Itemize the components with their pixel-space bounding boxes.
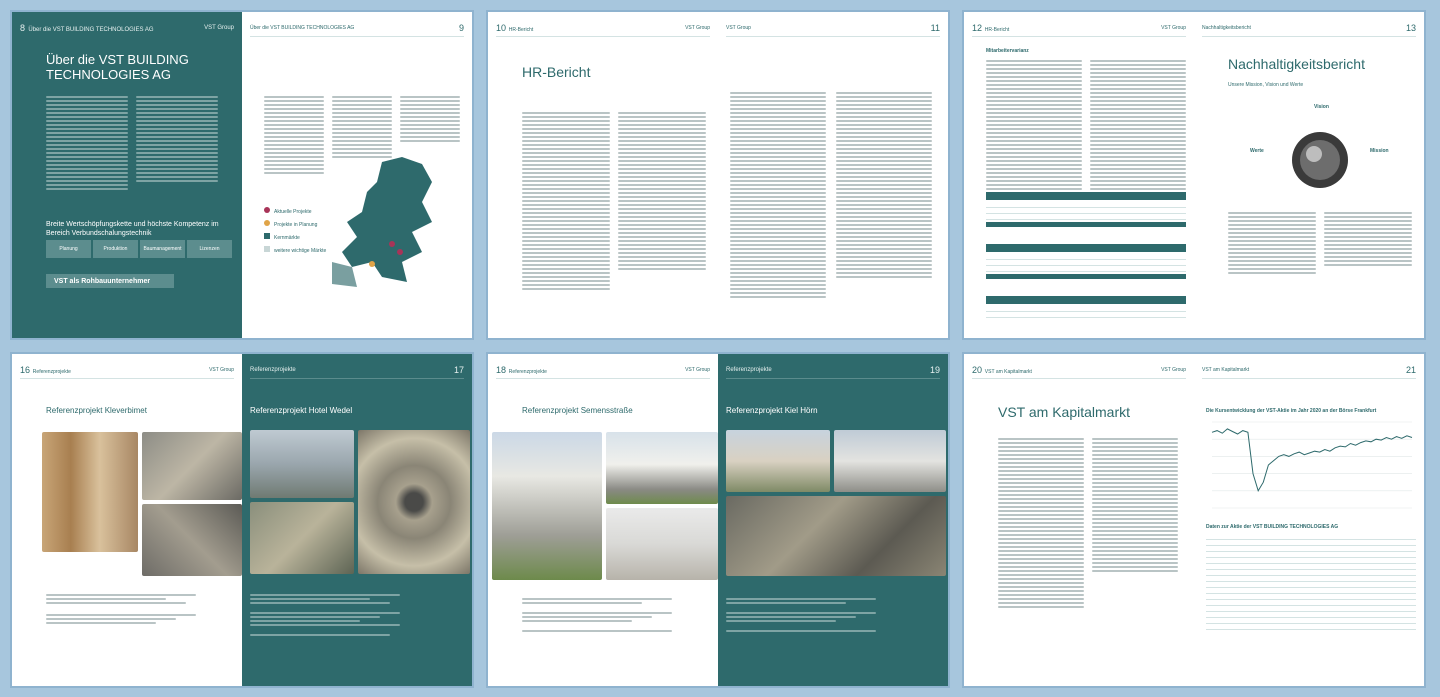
page-title: Referenzprojekt Kleverbimet [46,406,147,415]
running-header: HR-Bericht [508,27,534,33]
site-photo [726,496,946,576]
page-number: 12 [972,23,983,33]
text-column [998,438,1084,610]
page-number: 8 [20,23,26,33]
interior-photo [606,508,718,580]
page-title: Referenzprojekt Semensstraße [522,406,633,415]
page-subtitle: Unsere Mission, Vision und Werte [1228,82,1304,88]
spread-8-9[interactable] [10,10,474,340]
page-number: 17 [453,365,464,375]
page-11 [718,12,948,338]
europe-map [312,152,462,292]
page-title: Über die VST BUILDING TECHNOLOGIES AG [46,52,189,82]
share-data-table [1206,534,1416,630]
page-number: 11 [930,23,940,33]
running-header: VST Group [726,25,751,31]
page-title: Referenzprojekt Hotel Wedel [250,406,353,415]
data-table-1 [986,192,1186,229]
spread-18-19[interactable] [486,352,950,688]
text-column-3 [400,96,460,144]
project-facts [46,594,196,626]
brand-label: VST Group [1161,25,1186,31]
page-20 [964,354,1194,686]
step-planung: Planung [46,240,91,258]
section-heading: Mitarbeitervarianz [986,48,1029,54]
page-8 [12,12,242,338]
running-header: Referenzprojekte [250,367,296,373]
text-column-2 [1324,212,1412,268]
running-header: VST am Kapitalmarkt [1202,367,1250,373]
werte-label: Werte [1250,148,1264,154]
section-subtitle: Breite Wertschöpfungskette und höchste Kompetenz im Bereich Verbundschalungstechnik [46,221,219,237]
page-17 [242,354,472,686]
project-facts [250,594,400,638]
brand-label: VST Group [204,25,234,31]
spread-16-17[interactable] [10,352,474,688]
step-lizenzen: Lizenzen [187,240,232,258]
mission-label: Mission [1370,148,1389,154]
running-header: Referenzprojekte [32,369,71,375]
text-column-2 [836,92,932,280]
spread-12-13[interactable] [962,10,1426,340]
globe-icon [1290,130,1350,190]
page-16 [12,354,242,686]
page-9 [242,12,472,338]
running-header: VST am Kapitalmarkt [984,369,1032,375]
construction-photo-1 [142,432,242,500]
apartment-photo-1 [492,432,602,580]
brand-label: VST Group [1161,367,1186,373]
page-18 [488,354,718,686]
value-chain [46,240,232,258]
step-produktion: Produktion [93,240,138,258]
running-header: Referenzprojekte [726,367,772,373]
highlight-badge: VST als Rohbauunternehmer [46,274,174,288]
data-table-2 [986,244,1186,281]
page-number: 18 [496,365,507,375]
brand-label: VST Group [685,25,710,31]
price-series-line [1212,429,1412,491]
brand-label: VST Group [685,367,710,373]
running-header: Referenzprojekte [508,369,547,375]
page-title: Referenzprojekt Kiel Hörn [726,406,818,415]
residential-photo [726,430,830,492]
page-number: 9 [458,23,464,33]
project-facts [522,598,672,634]
page-number: 19 [929,365,940,375]
site-photo [250,502,354,574]
page-10 [488,12,718,338]
project-facts [726,598,876,634]
apartment-photo-2 [606,432,718,504]
running-header: Über die VST BUILDING TECHNOLOGIES AG [28,27,154,33]
page-13 [1194,12,1424,338]
brand-label: VST Group [209,367,234,373]
page-title: HR-Bericht [522,64,591,80]
running-header: Über die VST BUILDING TECHNOLOGIES AG [250,25,355,31]
page-21 [1194,354,1424,686]
page-12 [964,12,1194,338]
page-number: 16 [20,365,31,375]
page-title: Nachhaltigkeitsbericht [1228,56,1365,72]
text-column-2 [1092,438,1178,574]
text-column-2 [618,112,706,272]
page-title: VST am Kapitalmarkt [998,404,1131,420]
building-photo [42,432,138,552]
data-table-3 [986,296,1186,318]
chart-title: Die Kursentwicklung der VST-Aktie im Jahr 2020 an der Börse Frankfurt [1206,408,1377,414]
text-column [522,112,610,292]
text-column [46,96,128,192]
page-number: 10 [496,23,507,33]
price-chart [1206,418,1416,518]
spread-10-11[interactable] [486,10,950,340]
formwork-photo [358,430,470,574]
page-19 [718,354,948,686]
running-header: HR-Bericht [984,27,1010,33]
step-baumanagement: Baumanagement [140,240,185,258]
text-column [730,92,826,300]
table-title: Daten zur Aktie der VST BUILDING TECHNOLOGIES AG [1206,524,1339,530]
hotel-photo [250,430,354,498]
text-column-2 [136,96,218,184]
vision-label: Vision [1314,104,1329,110]
page-number: 13 [1405,23,1416,33]
spread-20-21[interactable] [962,352,1426,688]
office-photo [834,430,946,492]
running-header: Nachhaltigkeitsbericht [1202,25,1251,31]
construction-photo-2 [142,504,242,576]
map-legend: Aktuelle Projekte Projekte in Planung Kernmärkte weitere wichtige Märkte [264,207,326,254]
page-number: 20 [972,365,983,375]
page-number: 21 [1405,365,1416,375]
text-column-2 [1090,60,1186,192]
text-column [1228,212,1316,276]
text-column-2 [332,96,392,160]
text-column [986,60,1082,192]
